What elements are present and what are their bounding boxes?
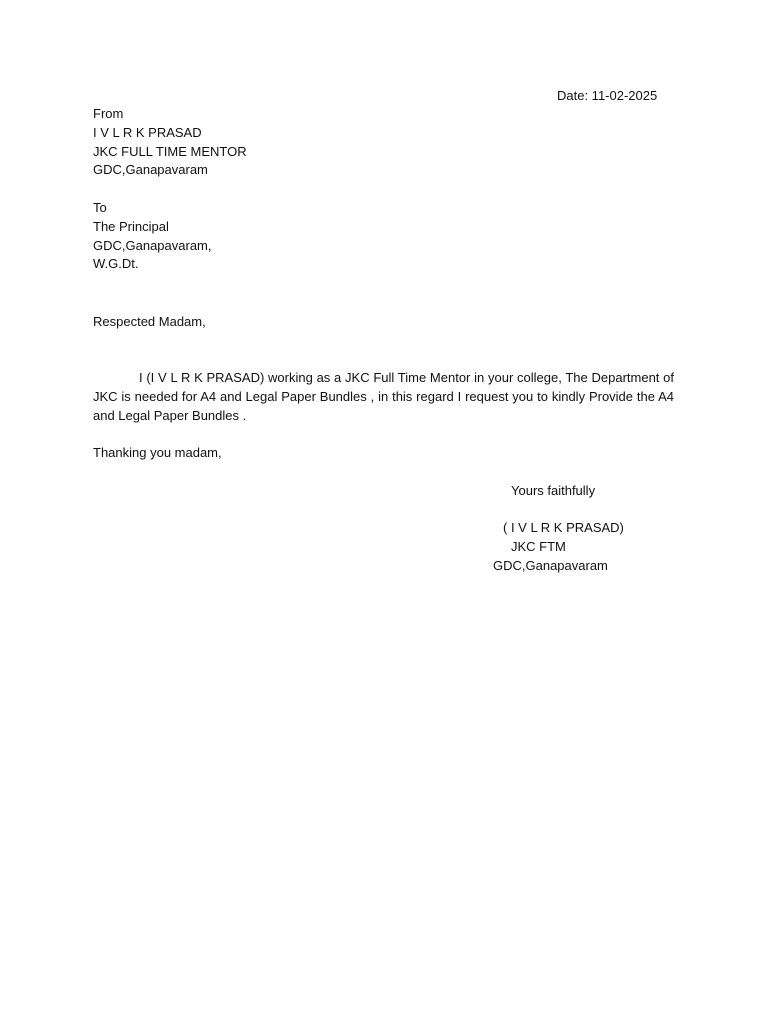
closing-line: Yours faithfully: [511, 483, 596, 498]
letter-body: I (I V L R K PRASAD) working as a JKC Full Time Mentor in your college, The Department of JKC is needed for A4 and Legal Paper Bundles , in this regard I request you to kindly Provide the A4 and Legal Paper Bundles .: [93, 370, 674, 423]
sender-designation: JKC FULL TIME MENTOR: [93, 143, 247, 159]
salutation: Respected Madam,: [93, 314, 206, 329]
to-heading: To: [93, 200, 107, 215]
recipient-address: [93, 199, 212, 274]
recipient-name: The Principal: [93, 218, 169, 234]
signature-title: JKC FTM: [511, 539, 566, 554]
sender-name: I V L R K PRASAD: [93, 124, 202, 140]
from-heading: From: [93, 106, 124, 121]
signature-place: GDC,Ganapavaram: [493, 558, 608, 573]
thanks-line: Thanking you madam,: [93, 445, 222, 460]
recipient-place: GDC,Ganapavaram,: [93, 237, 212, 253]
letter-date: Date: 11-02-2025: [557, 88, 658, 103]
signature-name: ( I V L R K PRASAD): [503, 520, 624, 535]
recipient-district: W.G.Dt.: [93, 256, 139, 272]
sender-place: GDC,Ganapavaram: [93, 162, 208, 178]
sender-address: [93, 105, 247, 180]
